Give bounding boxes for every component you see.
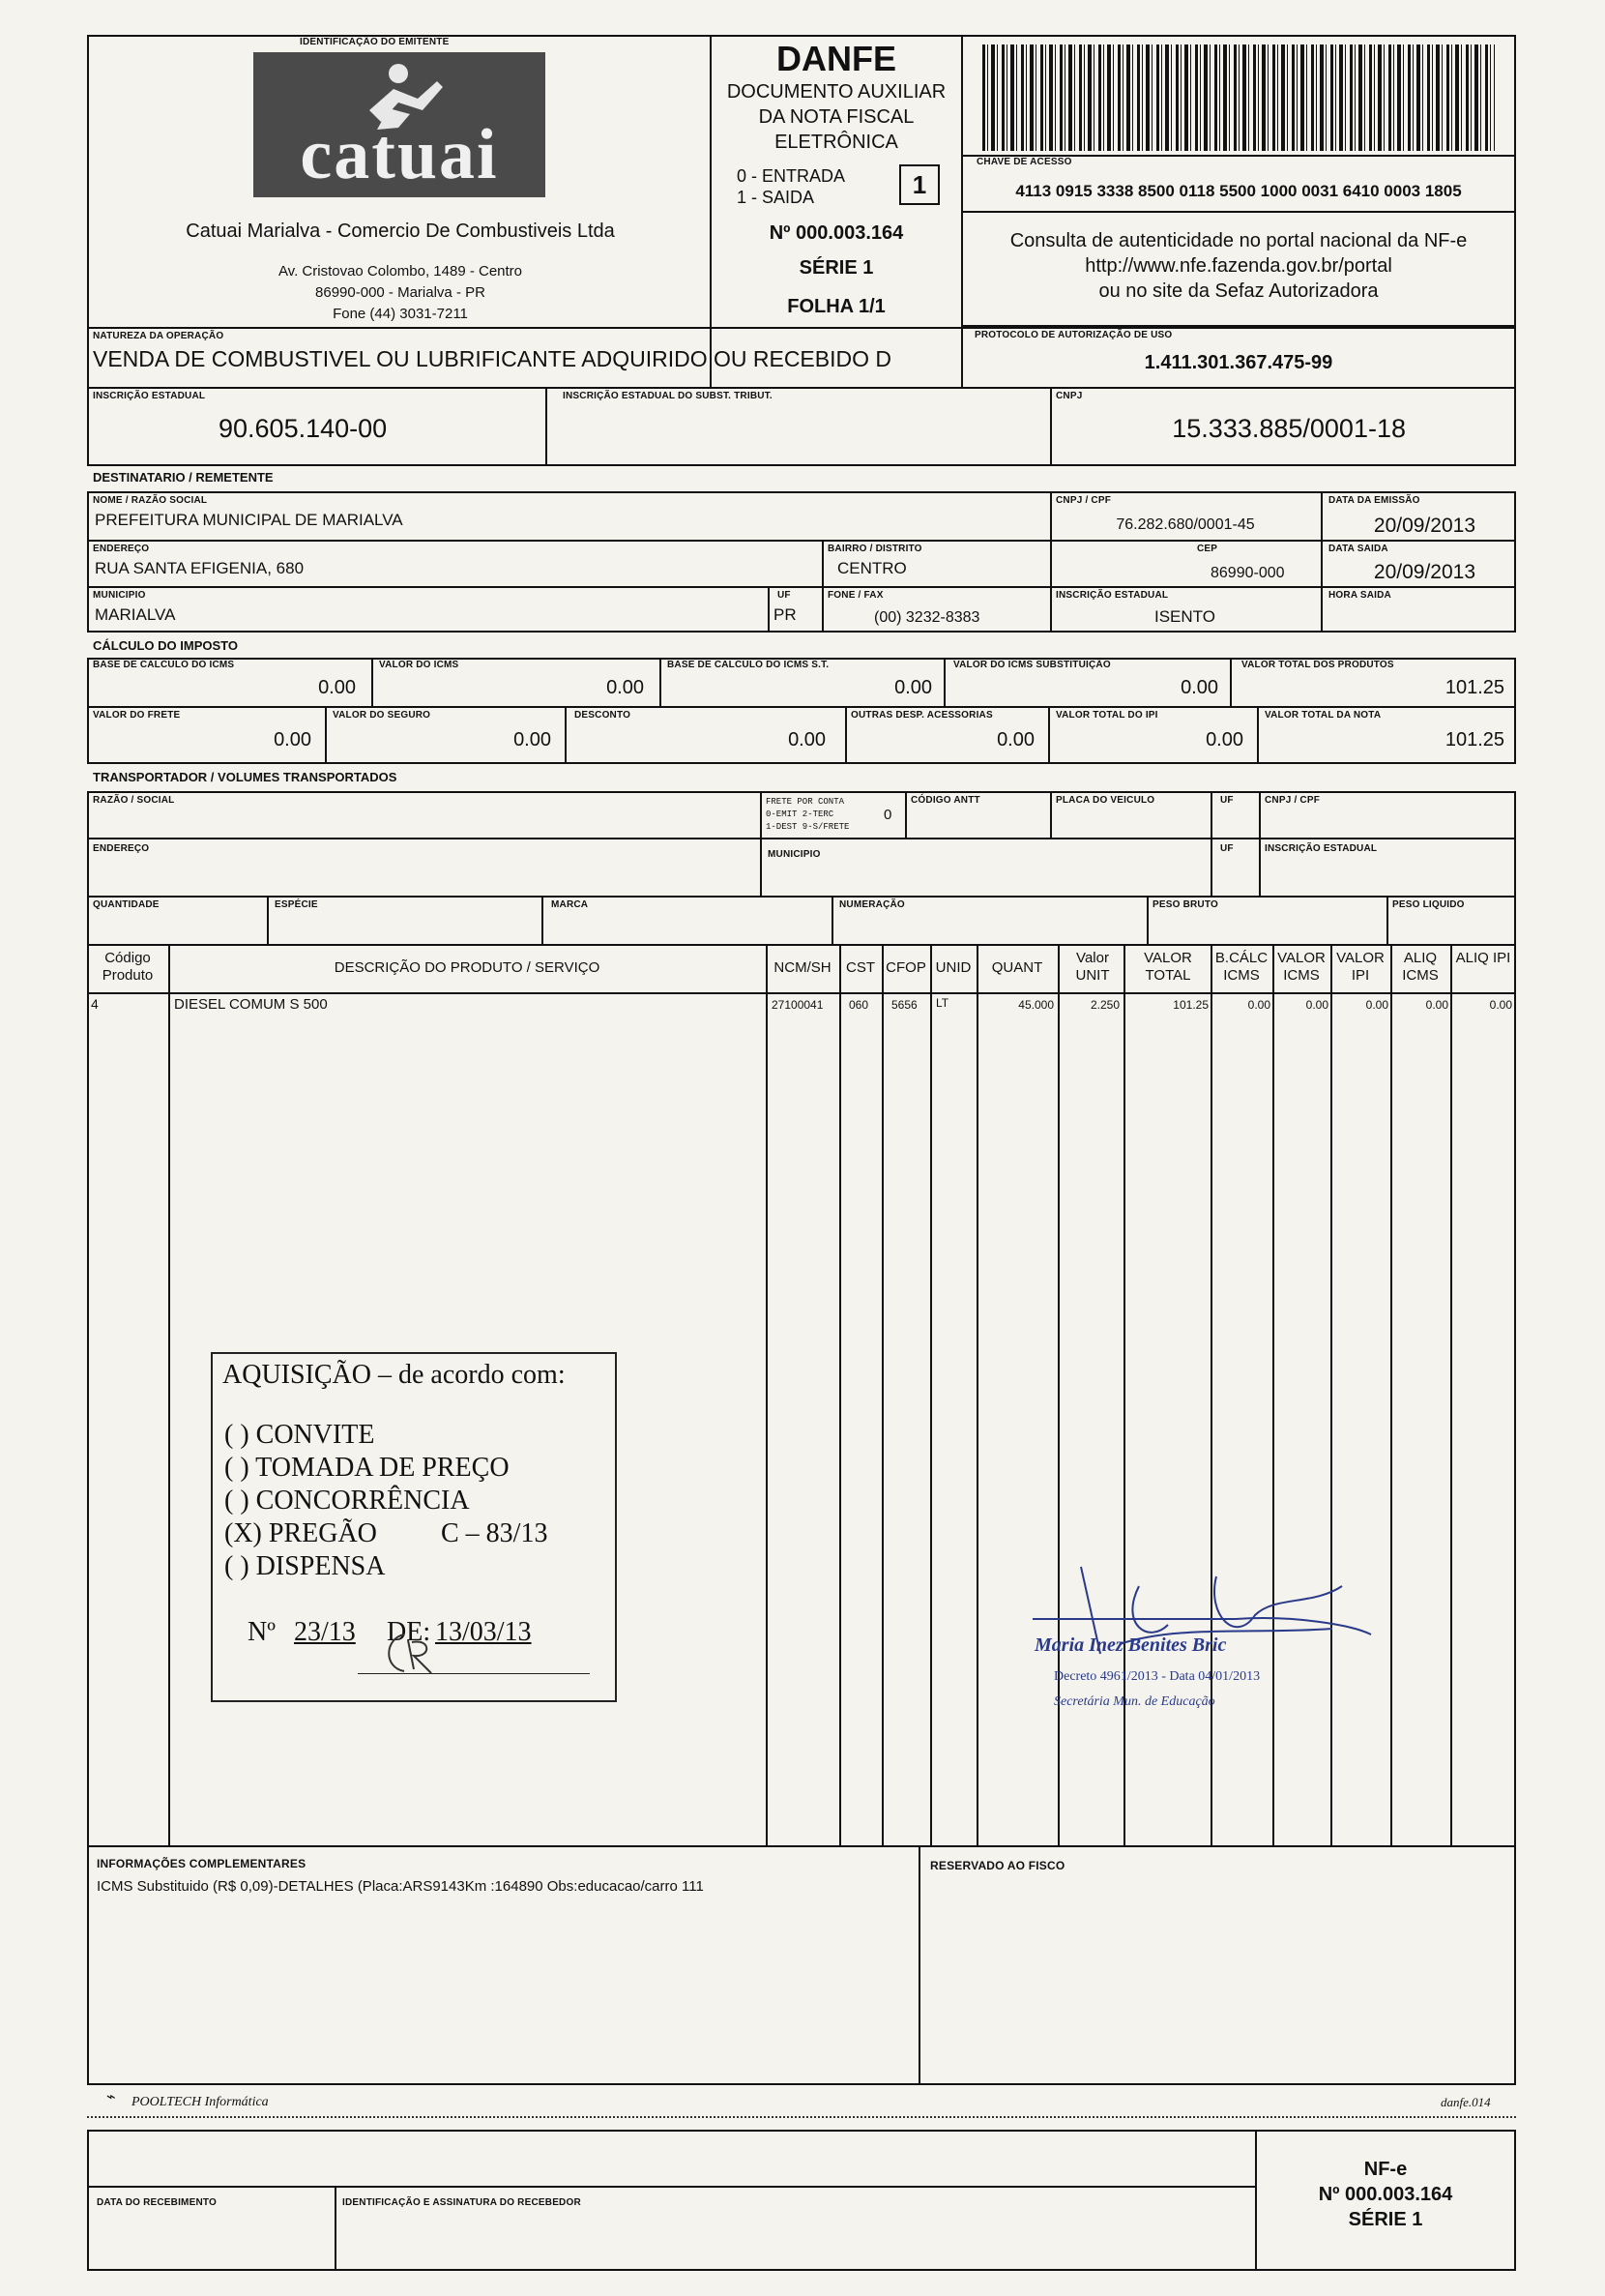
row-unit: LT	[936, 996, 949, 1010]
divider	[1211, 791, 1212, 896]
stamp-option-convite: ( ) CONVITE	[224, 1420, 375, 1450]
state-reg-label: INSCRIÇÃO ESTADUAL	[93, 391, 206, 401]
discount-label: DESCONTO	[574, 710, 631, 721]
carrier-cnpj-label: CNPJ / CPF	[1265, 795, 1321, 806]
col-desc: DESCRIÇÃO DO PRODUTO / SERVIÇO	[334, 959, 600, 976]
stamp-initials	[375, 1625, 443, 1683]
emitter-name: Catuai Marialva - Comercio De Combustiveis Ltda	[186, 221, 615, 242]
plate-label: PLACA DO VEICULO	[1056, 795, 1155, 806]
state-reg-st-label: INSCRIÇÃO ESTADUAL DO SUBST. TRIBUT.	[563, 391, 773, 401]
col-qty: QUANT	[991, 959, 1043, 976]
emitter-section-label: IDENTIFICAÇÃO DO EMITENTE	[300, 37, 450, 47]
freight-mode-line-2: 0-EMIT 2-TERC	[766, 809, 834, 819]
form-id: danfe.014	[1441, 2095, 1491, 2109]
divider	[1386, 896, 1388, 946]
carrier-address-label: ENDEREÇO	[93, 843, 150, 854]
icms-value: 0.00	[606, 677, 644, 698]
divider	[87, 706, 1516, 708]
receipt-nfe-number: Nº 000.003.164	[1318, 2184, 1453, 2205]
uf-value: PR	[773, 605, 797, 624]
danfe-number: Nº 000.003.164	[769, 222, 904, 244]
col-aliq-icms: ALIQ ICMS	[1402, 950, 1439, 984]
net-weight-label: PESO LIQUIDO	[1392, 899, 1465, 910]
brand-label: MARCA	[551, 899, 589, 910]
reserved-fiscal-label: RESERVADO AO FISCO	[930, 1859, 1065, 1872]
col-unit-value: Valor UNIT	[1075, 950, 1110, 984]
col-ipi: VALOR IPI	[1336, 950, 1385, 984]
emitter-address: Av. Cristovao Colombo, 1489 - Centro	[277, 263, 523, 280]
exit-label: 1 - SAIDA	[737, 188, 815, 207]
divider	[87, 586, 1516, 588]
recipient-cnpj-label: CNPJ / CPF	[1056, 495, 1112, 506]
tax-section-label: CÁLCULO DO IMPOSTO	[93, 638, 238, 653]
divider	[1259, 791, 1261, 896]
receipt-date-label: DATA DO RECEBIMENTO	[97, 2197, 217, 2208]
freight-value: 0.00	[274, 729, 311, 751]
carrier-uf2-label: UF	[1220, 843, 1234, 854]
emitter-city: 86990-000 - Marialva - PR	[315, 284, 485, 301]
base-st-value: 0.00	[894, 677, 932, 698]
divider	[371, 658, 373, 706]
divider	[845, 706, 847, 764]
row-cst: 060	[849, 998, 869, 1012]
stamp-option-dispensa: ( ) DISPENSA	[224, 1551, 386, 1581]
col-cst: CST	[846, 959, 875, 976]
divider	[87, 838, 1516, 839]
icms-label: VALOR DO ICMS	[379, 660, 459, 670]
carrier-uf-label: UF	[1220, 795, 1234, 806]
gross-weight-label: PESO BRUTO	[1153, 899, 1218, 910]
recipient-cnpj-value: 76.282.680/0001-45	[1116, 516, 1255, 533]
divider	[168, 944, 170, 1847]
danfe-series: SÉRIE 1	[799, 257, 874, 279]
recipient-address-value: RUA SANTA EFIGENIA, 680	[95, 559, 305, 577]
antt-label: CÓDIGO ANTT	[911, 795, 980, 806]
city-label: MUNICIPIO	[93, 590, 146, 601]
divider	[1048, 706, 1050, 764]
company-logo	[253, 52, 545, 197]
recipient-name-label: NOME / RAZÃO SOCIAL	[93, 495, 208, 506]
row-aliq-ipi: 0.00	[1489, 998, 1512, 1012]
recipient-state-reg-value: ISENTO	[1154, 607, 1215, 626]
divider	[565, 706, 567, 764]
total-note-value: 101.25	[1444, 729, 1504, 751]
col-total: VALOR TOTAL	[1144, 950, 1192, 984]
logo-text: catuai	[300, 115, 499, 194]
stamp-title: AQUISIÇÃO – de acordo com:	[222, 1360, 566, 1390]
danfe-subtitle-1: DOCUMENTO AUXILIAR	[726, 81, 947, 103]
col-aliq-ipi: ALIQ IPI	[1455, 950, 1511, 966]
cep-value: 86990-000	[1211, 565, 1285, 581]
exit-date-value: 20/09/2013	[1373, 561, 1475, 583]
freight-mode-line-1: FRETE POR CONTA	[766, 797, 845, 807]
stamp-option-concorrencia: ( ) CONCORRÊNCIA	[224, 1486, 470, 1516]
insurance-value: 0.00	[513, 729, 551, 751]
other-expenses-value: 0.00	[997, 729, 1035, 751]
carrier-city-label: MUNICIPIO	[768, 849, 821, 860]
total-note-label: VALOR TOTAL DA NOTA	[1265, 710, 1382, 721]
receipt-nfe-label: NF-e	[1363, 2159, 1408, 2180]
recipient-name-value: PREFEITURA MUNICIPAL DE MARIALVA	[95, 511, 403, 529]
divider	[541, 896, 543, 946]
divider	[87, 2186, 1255, 2188]
divider	[1230, 658, 1232, 706]
district-label: BAIRRO / DISTRITO	[828, 544, 922, 554]
freight-mode-value: 0	[884, 807, 892, 823]
divider	[545, 387, 547, 466]
cut-line	[87, 2116, 1516, 2118]
col-cfop: CFOP	[886, 959, 926, 976]
divider	[335, 2186, 336, 2271]
protocol-value: 1.411.301.367.475-99	[1144, 352, 1333, 373]
row-ncm: 27100041	[772, 998, 824, 1012]
ipi-value: 0.00	[1206, 729, 1243, 751]
divider	[839, 944, 841, 1847]
stamp-number-value: 23/13	[294, 1617, 356, 1647]
row-base-icms: 0.00	[1247, 998, 1270, 1012]
freight-mode-line-3: 1-DEST 9-S/FRETE	[766, 822, 850, 832]
divider	[1211, 944, 1212, 1847]
signature-name: Maria Inez Benites Bric	[1035, 1634, 1227, 1656]
barcode	[982, 44, 1495, 151]
quantity-label: QUANTIDADE	[93, 899, 160, 910]
danfe-subtitle-2: DA NOTA FISCAL	[758, 106, 915, 128]
stamp-number-label: Nº	[248, 1617, 276, 1647]
icms-st-label: VALOR DO ICMS SUBSTITUIÇÃO	[953, 660, 1111, 670]
state-reg-value: 90.605.140-00	[219, 414, 388, 443]
col-ncm: NCM/SH	[773, 959, 832, 976]
nature-label: NATUREZA DA OPERAÇÃO	[93, 331, 224, 341]
other-expenses-label: OUTRAS DESP. ACESSORIAS	[851, 710, 993, 721]
signature-role: Secretária Mun. de Educação	[1054, 1694, 1215, 1709]
numbering-label: NUMERAÇÃO	[839, 899, 905, 910]
row-desc: DIESEL COMUM S 500	[174, 996, 328, 1013]
divider	[760, 791, 762, 896]
base-icms-value: 0.00	[318, 677, 356, 698]
total-products-value: 101.25	[1444, 677, 1504, 698]
consult-line-3: ou no site da Sefaz Autorizadora	[1098, 280, 1379, 302]
additional-info-label: INFORMAÇÕES COMPLEMENTARES	[97, 1857, 306, 1870]
divider	[905, 791, 907, 838]
base-st-label: BASE DE CALCULO DO ICMS S.T.	[667, 660, 830, 670]
phone-value: (00) 3232-8383	[874, 609, 980, 626]
divider	[832, 896, 833, 946]
row-icms: 0.00	[1305, 998, 1328, 1012]
carrier-name-label: RAZÃO / SOCIAL	[93, 795, 175, 806]
row-code: 4	[91, 996, 99, 1012]
icms-st-value: 0.00	[1181, 677, 1218, 698]
receiver-id-label: IDENTIFICAÇÃO E ASSINATURA DO RECEBEDOR	[342, 2197, 581, 2208]
col-unit: UNID	[935, 959, 972, 976]
recipient-address-label: ENDEREÇO	[93, 544, 150, 554]
divider	[1050, 491, 1052, 586]
base-icms-label: BASE DE CALCULO DO ICMS	[93, 660, 235, 670]
exit-time-label: HORA SAIDA	[1328, 590, 1391, 601]
recipient-state-reg-label: INSCRIÇÃO ESTADUAL	[1056, 590, 1169, 601]
col-base-icms: B.CÁLC ICMS	[1214, 950, 1269, 984]
consult-line-1: Consulta de autenticidade no portal nacional da NF-e	[1009, 230, 1468, 251]
carrier-state-reg-label: INSCRIÇÃO ESTADUAL	[1265, 843, 1378, 854]
software-name: POOLTECH Informática	[131, 2095, 269, 2109]
row-unit-value: 2.250	[1090, 998, 1120, 1012]
divider	[1050, 791, 1052, 838]
row-total: 101.25	[1173, 998, 1209, 1012]
receipt-nfe-series: SÉRIE 1	[1348, 2209, 1423, 2230]
consult-line-2: http://www.nfe.fazenda.gov.br/portal	[1085, 255, 1392, 277]
stamp-date-label: DE:	[387, 1617, 431, 1647]
stamp-pregao-code: C – 83/13	[441, 1518, 548, 1548]
divider	[1147, 896, 1149, 946]
row-qty: 45.000	[1018, 998, 1054, 1012]
access-key-value: 4113 0915 3338 8500 0118 5500 1000 0031 6410 0003 1805	[1015, 182, 1462, 200]
divider	[1257, 706, 1259, 764]
divider	[944, 658, 946, 706]
divider	[882, 944, 884, 1847]
uf-label: UF	[777, 590, 791, 601]
ipi-label: VALOR TOTAL DO IPI	[1056, 710, 1158, 721]
divider	[768, 586, 770, 633]
exit-date-label: DATA SAIDA	[1328, 544, 1388, 554]
access-divider-2	[961, 211, 1516, 213]
divider	[1058, 944, 1060, 1847]
district-value: CENTRO	[837, 559, 907, 577]
divider	[1124, 944, 1125, 1847]
stamp-option-tomada: ( ) TOMADA DE PREÇO	[224, 1453, 510, 1483]
col-icms: VALOR ICMS	[1277, 950, 1326, 984]
row-ipi: 0.00	[1365, 998, 1388, 1012]
emission-date-value: 20/09/2013	[1373, 515, 1475, 537]
divider	[930, 944, 932, 1847]
divider	[1330, 944, 1332, 1847]
freight-label: VALOR DO FRETE	[93, 710, 181, 721]
divider	[267, 896, 269, 946]
divider	[977, 944, 978, 1847]
danfe-subtitle-3: ELETRÔNICA	[774, 132, 898, 153]
species-label: ESPÉCIE	[275, 899, 318, 910]
divider	[1272, 944, 1274, 1847]
signature-decree: Decreto 4961/2013 - Data 04/01/2013	[1054, 1669, 1261, 1684]
total-products-label: VALOR TOTAL DOS PRODUTOS	[1241, 660, 1394, 670]
cnpj-label: CNPJ	[1056, 391, 1083, 401]
discount-value: 0.00	[788, 729, 826, 751]
danfe-sheet: FOLHA 1/1	[787, 296, 886, 317]
cnpj-value: 15.333.885/0001-18	[1172, 414, 1406, 443]
stamp-date-value: 13/03/13	[435, 1617, 532, 1647]
divider	[1450, 944, 1452, 1847]
access-key-label: CHAVE DE ACESSO	[977, 157, 1072, 167]
row-cfop: 5656	[891, 998, 918, 1012]
divider	[1050, 586, 1052, 633]
nature-value: VENDA DE COMBUSTIVEL OU LUBRIFICANTE ADQUIRIDO OU RECEBIDO D	[93, 346, 892, 371]
software-icon: ⌁	[106, 2089, 116, 2105]
emitter-phone: Fone (44) 3031-7211	[333, 306, 468, 322]
entry-label: 0 - ENTRADA	[737, 166, 846, 186]
emission-date-label: DATA DA EMISSÃO	[1328, 495, 1420, 506]
divider	[87, 896, 1516, 898]
divider	[325, 706, 327, 764]
recipient-section-label: DESTINATARIO / REMETENTE	[93, 470, 274, 485]
col-code: Código Produto	[102, 950, 154, 984]
divider	[919, 1845, 920, 2085]
city-value: MARIALVA	[95, 605, 176, 624]
additional-info-text: ICMS Substituido (R$ 0,09)-DETALHES (Placa:ARS9143Km :164890 Obs:educacao/carro 111	[97, 1878, 704, 1895]
phone-label: FONE / FAX	[828, 590, 884, 601]
divider	[659, 658, 661, 706]
cep-label: CEP	[1197, 544, 1218, 554]
transport-section-label: TRANSPORTADOR / VOLUMES TRANSPORTADOS	[93, 770, 397, 784]
insurance-label: VALOR DO SEGURO	[333, 710, 431, 721]
operation-type-box: 1	[899, 164, 940, 205]
row-aliq-icms: 0.00	[1425, 998, 1448, 1012]
divider	[87, 540, 1516, 542]
stamp-option-pregao: (X) PREGÃO	[224, 1518, 377, 1548]
protocol-label: PROTOCOLO DE AUTORIZAÇÃO DE USO	[975, 330, 1173, 340]
danfe-title: DANFE	[776, 39, 896, 78]
divider	[766, 944, 768, 1847]
divider	[1390, 944, 1392, 1847]
divider	[822, 540, 824, 633]
products-header-divider	[87, 992, 1516, 994]
